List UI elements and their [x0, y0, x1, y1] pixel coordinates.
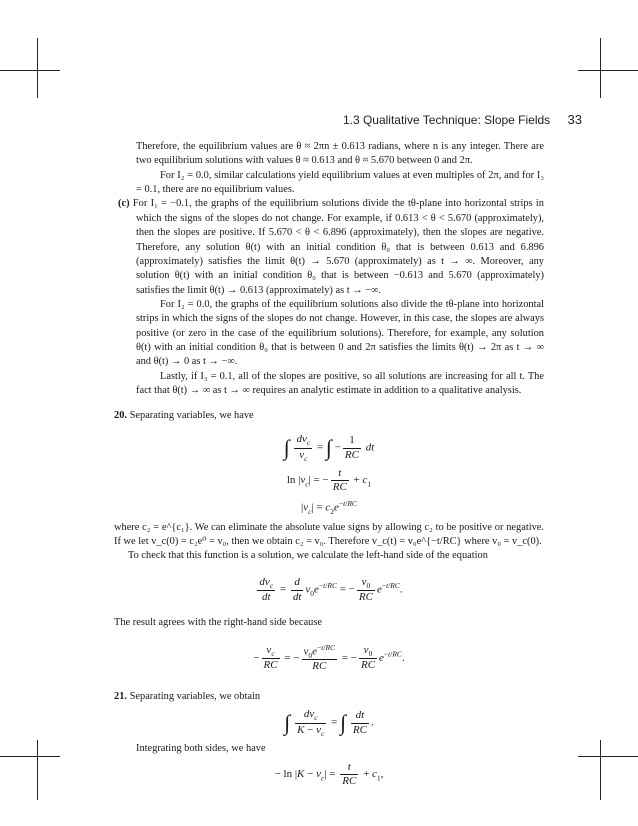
- crop-mark: [578, 70, 638, 71]
- problem-number: 20.: [114, 410, 127, 422]
- paragraph: For I₂ = 0.0, the graphs of the equilibrium solutions also divide the tθ-plane into horizontal strips in which the signs of the slopes do not change. However, in this case, the slopes are always positive (or zero in the case of the equilibrium solutions). Therefore, for example, any solution θ(t) with an initial condition θ₀ that is between 0 and 2π satisfies the limits θ(t) → 2π as t → ∞ and θ(t) → 0 as t → −∞.: [136, 298, 544, 368]
- equation: $\frac{dv_c}{dt}$ = $\frac{d}{dt}$ $v_0e^{-t/RC}$ = − $\frac{v_0}{RC}$ $e^{-t/RC}$.: [259, 575, 403, 604]
- running-header: [343, 112, 582, 127]
- crop-mark: [37, 38, 38, 98]
- crop-mark: [37, 740, 38, 800]
- paragraph: To check that this function is a solution, we calculate the left-hand side of the equation: [128, 550, 488, 562]
- paragraph: For I₂ = 0.0, similar calculations yield equilibrium values at even multiples of 2π, and for I₃ = 0.1, there are no equilibrium values.: [136, 169, 544, 196]
- paragraph: For I₁ = −0.1, the graphs of the equilibrium solutions divide the tθ-plane into horizontal strips in which the signs of the slopes do not change. For example, if 0.613 < θ < 5.670 (approximately), then the slopes are positive. If 5.670 < θ < 6.896 (approximately), then the slopes are negative. Therefore, any solution θ(t) with an initial condition θ₀ that is between 0.613 and 6.896 (approximately) satisfies the limit θ(t) → 5.670 (approximately) as t → ∞. Moreover, any solution θ(t) with an initial condition θ₀ that is between −0.613 and 5.670 (approximately) satisfies the limit θ(t) → 0.613 (approximately) as t → −∞.: [132, 198, 544, 296]
- equation: − $\frac{v_c}{RC}$ = − $\frac{v_0e^{-t/RC}}{RC}$ = − $\frac{v_0}{RC}$ $e^{-t/RC}$.: [253, 642, 405, 673]
- crop-mark: [600, 38, 601, 98]
- problem-20: [114, 409, 544, 423]
- paragraph: Therefore, the equilibrium values are θ ≈ 2πn ± 0.613 radians, where n is any integer. There are two equilibrium solutions with values θ ≈ 0.613 and θ ≈ 5.670 between 0 and 2π.: [136, 141, 544, 167]
- paragraph: The result agrees with the right-hand side because: [114, 617, 323, 629]
- equation: $|v_c| = c_2e^{-t/RC}$: [301, 498, 357, 516]
- crop-mark: [600, 740, 601, 800]
- problem-intro: Separating variables, we have: [129, 410, 254, 422]
- paragraph: where c₂ = e^{c₁}. We can eliminate the absolute value signs by allowing c₂ to be positive or negative. If we let v_c(0) = c₂e⁰ = v₀, then we obtain c₂ = v₀. Therefore v_c(t) = v₀e^{−t/RC} where v₀ = v_c(0).: [114, 521, 544, 548]
- problem-21: [114, 690, 544, 704]
- equation: − $\ln |K - v_c|$ = $\frac{t}{RC}$ + $c_1$,: [274, 760, 384, 787]
- crop-mark: [0, 70, 60, 71]
- equation: ∫ $\frac{dv_c}{K - v_c}$ = ∫ $\frac{dt}{RC}$ .: [284, 708, 374, 738]
- section-title: 1.3 Qualitative Technique: Slope Fields: [342, 113, 551, 127]
- equation: ∫ $\frac{dv_c}{v_c}$ = ∫ − $\frac{1}{RC}$ dt: [283, 433, 375, 463]
- problem-number: 21.: [114, 690, 127, 702]
- paragraph: Lastly, if I₃ = 0.1, all of the slopes are positive, so all solutions are increasing for all t. The fact that θ(t) → ∞ as t → ∞ requires an analytic estimate in addition to a qualitative analysis.: [136, 370, 544, 397]
- page-body: [114, 140, 544, 792]
- crop-mark: [0, 756, 60, 757]
- page-number: 33: [567, 112, 582, 127]
- problem-intro: Separating variables, we obtain: [129, 690, 261, 702]
- part-c: [114, 197, 544, 298]
- paragraph: Integrating both sides, we have: [136, 743, 266, 755]
- crop-mark: [578, 756, 638, 757]
- equation: $\ln |v_c|$ = − $\frac{t}{RC}$ + $c_1$: [286, 467, 372, 494]
- part-label: (c): [118, 198, 130, 210]
